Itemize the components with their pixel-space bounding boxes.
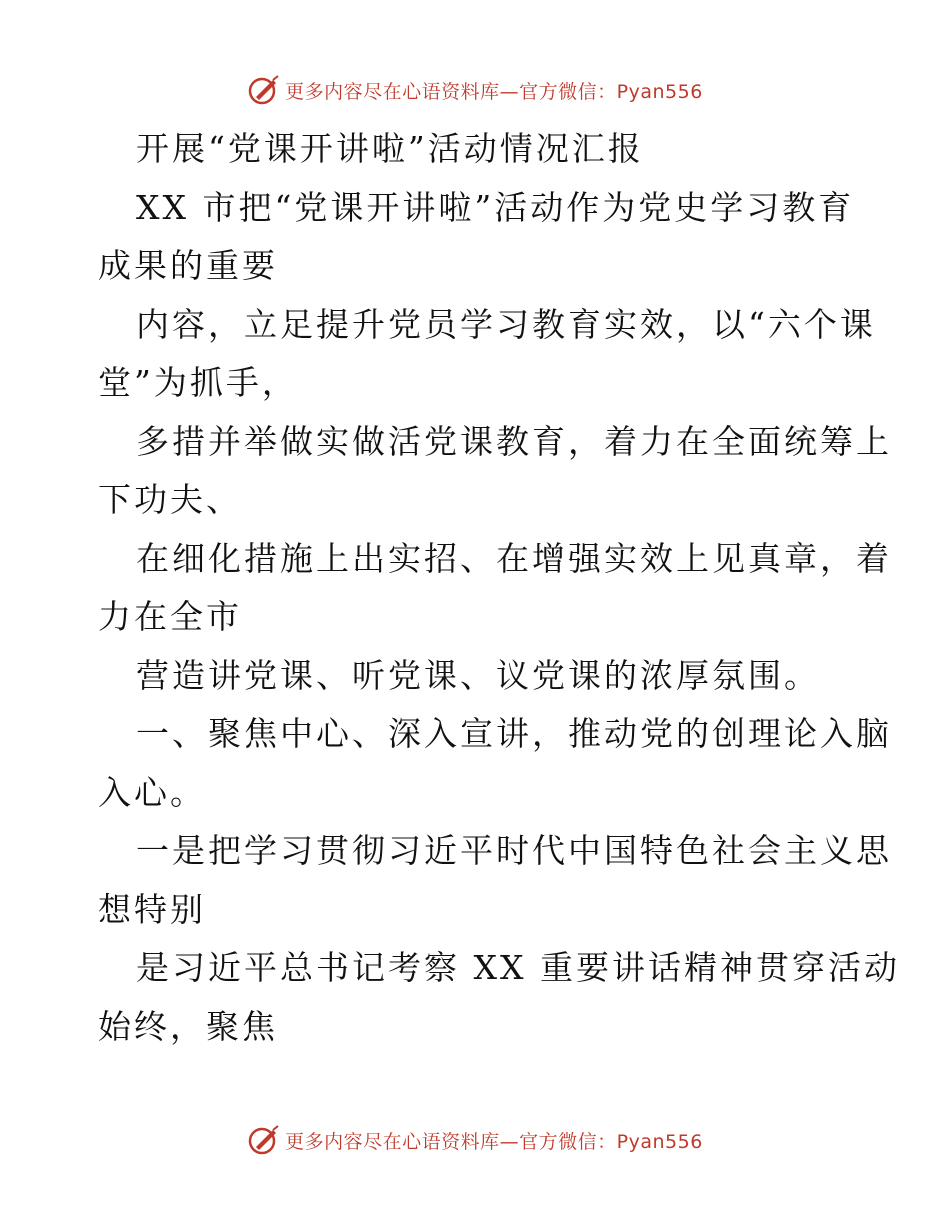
document-body: [98, 120, 900, 1056]
doc-line: 营造讲党课、听党课、议党课的浓厚氛围。: [136, 655, 820, 695]
quill-logo-icon: [247, 73, 281, 107]
doc-line: 下功夫、: [98, 480, 242, 519]
doc-line: 力在全市: [98, 597, 242, 636]
watermark-text: 更多内容尽在心语资料库—官方微信：Pyan556: [285, 80, 703, 103]
doc-line: XX 市把“党课开讲啦”活动作为党史学习教育: [136, 187, 855, 227]
doc-line: 始终，聚焦: [98, 1006, 278, 1046]
footer-watermark: [0, 1120, 950, 1160]
doc-line: 多措并举做实做活党课教育，着力在全面统筹上: [136, 421, 892, 461]
doc-line: 在细化措施上出实招、在增强实效上见真章，着: [136, 538, 892, 578]
watermark-text: 更多内容尽在心语资料库—官方微信：Pyan556: [285, 1130, 703, 1153]
doc-line: 内容，立足提升党员学习教育实效，以“六个课: [136, 304, 876, 344]
doc-line: 一是把学习贯彻习近平时代中国特色社会主义思: [136, 831, 892, 870]
doc-line: 堂”为抓手，: [98, 363, 298, 402]
doc-line: 想特别: [98, 889, 206, 929]
doc-line: 成果的重要: [98, 246, 278, 285]
header-watermark: [0, 70, 950, 110]
doc-line: 入心。: [98, 772, 206, 812]
doc-line: 开展“党课开讲啦”活动情况汇报: [136, 129, 644, 168]
doc-line: 一、聚焦中心、深入宣讲，推动党的创理论入脑: [136, 714, 892, 753]
doc-line: 是习近平总书记考察 XX 重要讲话精神贯穿活动: [136, 948, 900, 987]
quill-logo-icon: [247, 1123, 281, 1157]
